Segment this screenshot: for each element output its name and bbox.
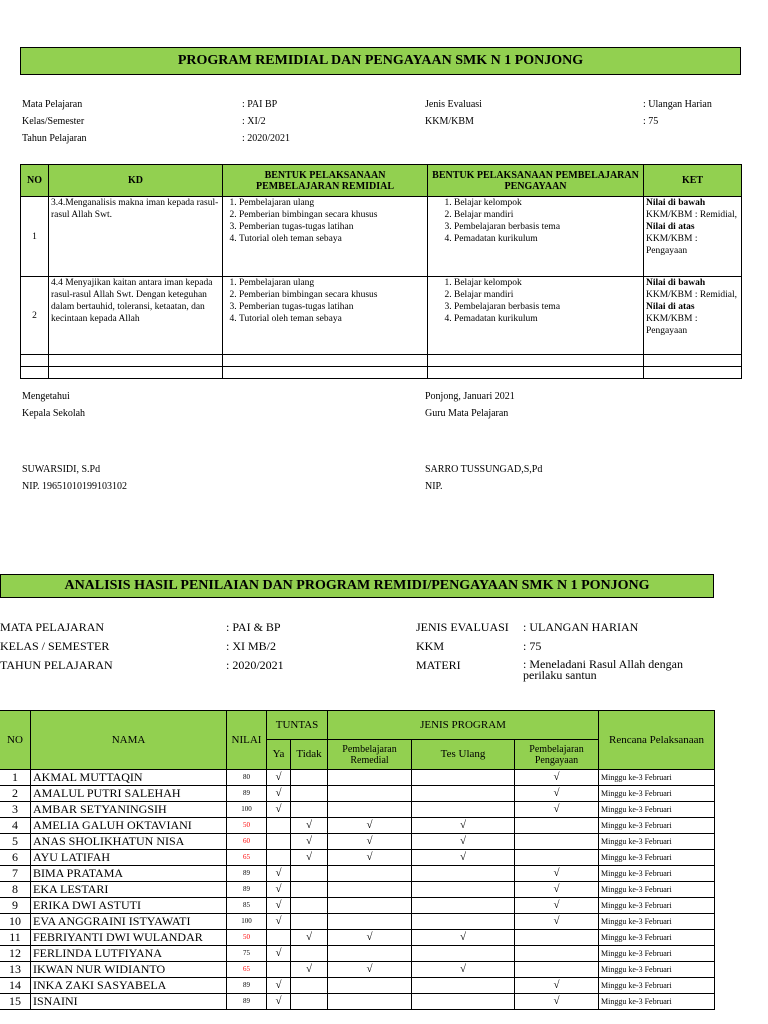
tes-ulang-check: √: [412, 834, 515, 850]
row-remidial: [223, 277, 428, 355]
empty-row: [21, 367, 742, 379]
rencana-pelaksanaan: Minggu ke-3 Februari: [599, 802, 715, 818]
col-no-header: NO: [21, 165, 49, 197]
remedial-check: √: [328, 834, 412, 850]
info-row: [425, 96, 755, 113]
info-row: [0, 656, 410, 675]
list-item: 4. Pemadatan kurikulum: [454, 233, 641, 245]
col-nama-header: NAMA: [31, 711, 227, 770]
tuntas-tidak-check: √: [291, 834, 328, 850]
tes-ulang-check: [412, 770, 515, 786]
student-no: 1: [0, 770, 31, 786]
signature-right: [425, 388, 725, 495]
info-row: [416, 618, 716, 637]
rencana-pelaksanaan: Minggu ke-3 Februari: [599, 898, 715, 914]
remedial-check: √: [328, 818, 412, 834]
tuntas-ya-check: [267, 850, 291, 866]
tes-ulang-check: [412, 898, 515, 914]
info-row: [0, 637, 410, 656]
student-no: 5: [0, 834, 31, 850]
info-value: : Meneladani Rasul Allah dengan perilaku santun: [523, 657, 683, 682]
student-score: 89: [227, 978, 267, 994]
tuntas-ya-check: [267, 818, 291, 834]
tuntas-tidak-check: [291, 994, 328, 1010]
student-name: IKWAN NUR WIDIANTO: [31, 962, 227, 978]
section1-info-left: [22, 96, 422, 147]
student-score: 75: [227, 946, 267, 962]
student-no: 4: [0, 818, 31, 834]
info-row: [22, 96, 422, 113]
student-name: FERLINDA LUTFIYANA: [31, 946, 227, 962]
tes-ulang-check: [412, 802, 515, 818]
info-value: : ULANGAN HARIAN: [523, 620, 639, 634]
col-pengayaan-header: BENTUK PELAKSANAAN PEMBELAJARAN PENGAYAAN: [428, 165, 644, 197]
pengayaan-check: √: [515, 898, 599, 914]
tuntas-tidak-check: [291, 770, 328, 786]
student-score: 100: [227, 914, 267, 930]
row-ket: [644, 277, 742, 355]
row-no: 1: [21, 197, 49, 277]
col-no-header: NO: [0, 711, 31, 770]
pengayaan-check: √: [515, 978, 599, 994]
section1-info-right: [425, 96, 755, 130]
table-row: [0, 978, 715, 994]
info-value: : XI/2: [242, 116, 266, 127]
student-name: EKA LESTARI: [31, 882, 227, 898]
tes-ulang-check: [412, 786, 515, 802]
table-row: [0, 834, 715, 850]
ket-text: KKM/KBM : Remidial,: [646, 210, 738, 220]
row-pengayaan: [428, 197, 644, 277]
info-value: : XI MB/2: [226, 639, 277, 653]
rencana-pelaksanaan: Minggu ke-3 Februari: [599, 786, 715, 802]
student-no: 13: [0, 962, 31, 978]
student-score: 50: [227, 818, 267, 834]
table-row: [0, 914, 715, 930]
col-ya-header: Ya: [267, 740, 291, 770]
tes-ulang-check: [412, 914, 515, 930]
tuntas-tidak-check: [291, 898, 328, 914]
rencana-pelaksanaan: Minggu ke-3 Februari: [599, 882, 715, 898]
info-label: MATERI: [416, 658, 461, 672]
row-ket: [644, 197, 742, 277]
table-row: [0, 802, 715, 818]
tuntas-ya-check: √: [267, 802, 291, 818]
col-kd-header: KD: [49, 165, 223, 197]
tes-ulang-check: √: [412, 818, 515, 834]
table-row: [21, 277, 742, 355]
signer-nip: NIP. 19651010199103102: [22, 481, 128, 492]
info-label: KELAS / SEMESTER: [0, 639, 110, 653]
list-item: 4. Tutorial oleh teman sebaya: [239, 313, 425, 325]
info-label: TAHUN PELAJARAN: [0, 658, 113, 672]
tuntas-ya-check: √: [267, 786, 291, 802]
pengayaan-list: [430, 277, 641, 325]
remidial-list: [225, 277, 425, 325]
ket-text: KKM/KBM : Pengayaan: [646, 234, 698, 256]
info-label: KKM/KBM: [425, 116, 474, 127]
list-item: 1. Pembelajaran ulang: [239, 197, 425, 209]
info-row: [22, 130, 422, 147]
tuntas-tidak-check: [291, 914, 328, 930]
student-score: 65: [227, 850, 267, 866]
info-value: : PAI & BP: [226, 620, 281, 634]
student-name: EVA ANGGRAINI ISTYAWATI: [31, 914, 227, 930]
student-score: 80: [227, 770, 267, 786]
student-score: 89: [227, 994, 267, 1010]
pengayaan-check: √: [515, 914, 599, 930]
remedial-check: [328, 978, 412, 994]
pengayaan-check: [515, 818, 599, 834]
remedial-check: [328, 866, 412, 882]
col-tidak-header: Tidak: [291, 740, 328, 770]
ket-bold: Nilai di atas: [646, 222, 695, 232]
col-nilai-header: NILAI: [227, 711, 267, 770]
tes-ulang-check: [412, 994, 515, 1010]
signer-nip: NIP.: [425, 481, 443, 492]
student-no: 10: [0, 914, 31, 930]
col-pengayaan-header: Pembelajaran Pengayaan: [515, 740, 599, 770]
student-name: BIMA PRATAMA: [31, 866, 227, 882]
row-kd: 3.4.Menganalisis makna iman kepada rasul-rasul Allah Swt.: [49, 197, 223, 277]
student-score: 60: [227, 834, 267, 850]
sign-line: Ponjong, Januari 2021: [425, 391, 515, 402]
pengayaan-check: [515, 834, 599, 850]
table-header-row: [0, 711, 715, 740]
info-label: Kelas/Semester: [22, 116, 85, 127]
table-row: [0, 994, 715, 1010]
rencana-pelaksanaan: Minggu ke-3 Februari: [599, 866, 715, 882]
remedial-check: [328, 914, 412, 930]
col-remidial-header: BENTUK PELAKSANAAN PEMBELAJARAN REMIDIAL: [223, 165, 428, 197]
remedial-check: √: [328, 850, 412, 866]
rencana-pelaksanaan: Minggu ke-3 Februari: [599, 834, 715, 850]
tuntas-tidak-check: [291, 802, 328, 818]
info-row: [0, 618, 410, 637]
col-jenis-header: JENIS PROGRAM: [328, 711, 599, 740]
info-value: : 2020/2021: [242, 133, 291, 144]
tes-ulang-check: [412, 946, 515, 962]
info-label: KKM: [416, 639, 445, 653]
student-no: 8: [0, 882, 31, 898]
tuntas-tidak-check: √: [291, 818, 328, 834]
student-score: 100: [227, 802, 267, 818]
section2-info-left: [0, 618, 410, 675]
tuntas-ya-check: [267, 962, 291, 978]
sign-line: Kepala Sekolah: [22, 408, 86, 419]
col-ket-header: KET: [644, 165, 742, 197]
tuntas-ya-check: √: [267, 946, 291, 962]
signature-left: [22, 388, 322, 495]
student-no: 12: [0, 946, 31, 962]
list-item: 4. Tutorial oleh teman sebaya: [239, 233, 425, 245]
rencana-pelaksanaan: Minggu ke-3 Februari: [599, 962, 715, 978]
tuntas-ya-check: √: [267, 978, 291, 994]
remedial-check: [328, 802, 412, 818]
col-rencana-header: Rencana Pelaksanaan: [599, 711, 715, 770]
pengayaan-check: [515, 850, 599, 866]
student-score: 50: [227, 930, 267, 946]
ket-text: KKM/KBM : Remidial,: [646, 290, 738, 300]
signer-name: SARRO TUSSUNGAD,S,Pd: [425, 464, 543, 475]
tuntas-ya-check: √: [267, 914, 291, 930]
student-score: 89: [227, 786, 267, 802]
tuntas-tidak-check: √: [291, 850, 328, 866]
pengayaan-check: [515, 946, 599, 962]
list-item: 3. Pembelajaran berbasis tema: [454, 301, 641, 313]
tes-ulang-check: √: [412, 962, 515, 978]
table-row: [0, 946, 715, 962]
info-label: Mata Pelajaran: [22, 99, 83, 110]
table-row: [0, 898, 715, 914]
student-no: 15: [0, 994, 31, 1010]
tes-ulang-check: √: [412, 930, 515, 946]
col-tuntas-header: TUNTAS: [267, 711, 328, 740]
student-score: 89: [227, 866, 267, 882]
rencana-pelaksanaan: Minggu ke-3 Februari: [599, 994, 715, 1010]
tes-ulang-check: [412, 866, 515, 882]
assessment-table: [0, 710, 715, 1010]
tuntas-ya-check: √: [267, 898, 291, 914]
list-item: 4. Pemadatan kurikulum: [454, 313, 641, 325]
tuntas-tidak-check: √: [291, 962, 328, 978]
tuntas-tidak-check: [291, 786, 328, 802]
table-row: [0, 962, 715, 978]
col-remedial-header: Pembelajaran Remedial: [328, 740, 412, 770]
info-label: Tahun Pelajaran: [22, 133, 87, 144]
pengayaan-list: [430, 197, 641, 245]
remidial-list: [225, 197, 425, 245]
list-item: 3. Pemberian tugas-tugas latihan: [239, 221, 425, 233]
remedial-check: √: [328, 930, 412, 946]
remedial-check: [328, 882, 412, 898]
student-name: AMBAR SETYANINGSIH: [31, 802, 227, 818]
row-pengayaan: [428, 277, 644, 355]
student-name: INKA ZAKI SASYABELA: [31, 978, 227, 994]
tuntas-tidak-check: [291, 946, 328, 962]
table-row: [0, 850, 715, 866]
ket-bold: Nilai di bawah: [646, 198, 706, 208]
tuntas-ya-check: √: [267, 770, 291, 786]
list-item: 2. Belajar mandiri: [454, 289, 641, 301]
student-no: 2: [0, 786, 31, 802]
table-row: [21, 197, 742, 277]
student-no: 9: [0, 898, 31, 914]
info-label: Jenis Evaluasi: [425, 99, 482, 110]
remedial-check: [328, 946, 412, 962]
info-value: : 75: [643, 116, 659, 127]
remedial-check: [328, 786, 412, 802]
info-value: : 75: [523, 639, 542, 653]
table-row: [0, 770, 715, 786]
tuntas-tidak-check: [291, 866, 328, 882]
list-item: 1. Pembelajaran ulang: [239, 277, 425, 289]
pengayaan-check: [515, 930, 599, 946]
tuntas-tidak-check: √: [291, 930, 328, 946]
list-item: 2. Belajar mandiri: [454, 209, 641, 221]
remedial-check: [328, 994, 412, 1010]
tuntas-ya-check: [267, 930, 291, 946]
info-label: MATA PELAJARAN: [0, 620, 105, 634]
student-score: 89: [227, 882, 267, 898]
tes-ulang-check: [412, 978, 515, 994]
student-name: AYU LATIFAH: [31, 850, 227, 866]
table-row: [0, 882, 715, 898]
tuntas-ya-check: √: [267, 882, 291, 898]
pengayaan-check: √: [515, 882, 599, 898]
rencana-pelaksanaan: Minggu ke-3 Februari: [599, 850, 715, 866]
student-score: 65: [227, 962, 267, 978]
student-score: 85: [227, 898, 267, 914]
table-row: [0, 818, 715, 834]
sign-line: Mengetahui: [22, 391, 70, 402]
info-row: [22, 113, 422, 130]
row-kd: 4.4 Menyajikan kaitan antara iman kepada rasul-rasul Allah Swt. Dengan keteguhan dalam bertauhid, toleransi, ketaatan, dan kecintaan kepada Allah: [49, 277, 223, 355]
student-rows: [0, 770, 715, 1010]
remedial-check: √: [328, 962, 412, 978]
student-name: AKMAL MUTTAQIN: [31, 770, 227, 786]
ket-bold: Nilai di atas: [646, 302, 695, 312]
row-no: 2: [21, 277, 49, 355]
ket-text: KKM/KBM : Pengayaan: [646, 314, 698, 336]
table-row: [0, 866, 715, 882]
ket-bold: Nilai di bawah: [646, 278, 706, 288]
rencana-pelaksanaan: Minggu ke-3 Februari: [599, 818, 715, 834]
info-row: [425, 113, 755, 130]
info-value: : PAI BP: [242, 99, 278, 110]
student-no: 14: [0, 978, 31, 994]
pengayaan-check: √: [515, 994, 599, 1010]
tuntas-ya-check: [267, 834, 291, 850]
tuntas-tidak-check: [291, 882, 328, 898]
pengayaan-check: √: [515, 770, 599, 786]
student-no: 6: [0, 850, 31, 866]
remedial-check: [328, 770, 412, 786]
empty-row: [21, 355, 742, 367]
list-item: 2. Pemberian bimbingan secara khusus: [239, 289, 425, 301]
remedial-check: [328, 898, 412, 914]
student-no: 7: [0, 866, 31, 882]
student-name: ISNAINI: [31, 994, 227, 1010]
tuntas-tidak-check: [291, 978, 328, 994]
tuntas-ya-check: √: [267, 866, 291, 882]
student-name: ANAS SHOLIKHATUN NISA: [31, 834, 227, 850]
info-row: [416, 656, 716, 682]
list-item: 3. Pembelajaran berbasis tema: [454, 221, 641, 233]
info-row: [416, 637, 716, 656]
student-name: FEBRIYANTI DWI WULANDAR: [31, 930, 227, 946]
list-item: 3. Pemberian tugas-tugas latihan: [239, 301, 425, 313]
student-no: 11: [0, 930, 31, 946]
rencana-pelaksanaan: Minggu ke-3 Februari: [599, 914, 715, 930]
section2-title: ANALISIS HASIL PENILAIAN DAN PROGRAM REMIDI/PENGAYAAN SMK N 1 PONJONG: [0, 574, 714, 598]
pengayaan-check: [515, 962, 599, 978]
student-no: 3: [0, 802, 31, 818]
list-item: 2. Pemberian bimbingan secara khusus: [239, 209, 425, 221]
remidial-plan-table: [20, 164, 742, 379]
rencana-pelaksanaan: Minggu ke-3 Februari: [599, 930, 715, 946]
rencana-pelaksanaan: Minggu ke-3 Februari: [599, 770, 715, 786]
table-header-row: [21, 165, 742, 197]
student-name: ERIKA DWI ASTUTI: [31, 898, 227, 914]
list-item: 1. Belajar kelompok: [454, 197, 641, 209]
rencana-pelaksanaan: Minggu ke-3 Februari: [599, 946, 715, 962]
section2-info-right: [416, 618, 716, 682]
pengayaan-check: √: [515, 786, 599, 802]
pengayaan-check: √: [515, 866, 599, 882]
col-tes-ulang-header: Tes Ulang: [412, 740, 515, 770]
table-row: [0, 786, 715, 802]
info-value: : Ulangan Harian: [643, 99, 712, 110]
sign-line: Guru Mata Pelajaran: [425, 408, 509, 419]
student-name: AMALUL PUTRI SALEHAH: [31, 786, 227, 802]
table-row: [0, 930, 715, 946]
info-label: JENIS EVALUASI: [416, 620, 509, 634]
tes-ulang-check: [412, 882, 515, 898]
pengayaan-check: √: [515, 802, 599, 818]
row-remidial: [223, 197, 428, 277]
list-item: 1. Belajar kelompok: [454, 277, 641, 289]
section1-title: PROGRAM REMIDIAL DAN PENGAYAAN SMK N 1 PONJONG: [20, 47, 741, 75]
student-name: AMELIA GALUH OKTAVIANI: [31, 818, 227, 834]
info-value: : 2020/2021: [226, 658, 284, 672]
rencana-pelaksanaan: Minggu ke-3 Februari: [599, 978, 715, 994]
tuntas-ya-check: √: [267, 994, 291, 1010]
tes-ulang-check: √: [412, 850, 515, 866]
signer-name: SUWARSIDI, S.Pd: [22, 464, 101, 475]
